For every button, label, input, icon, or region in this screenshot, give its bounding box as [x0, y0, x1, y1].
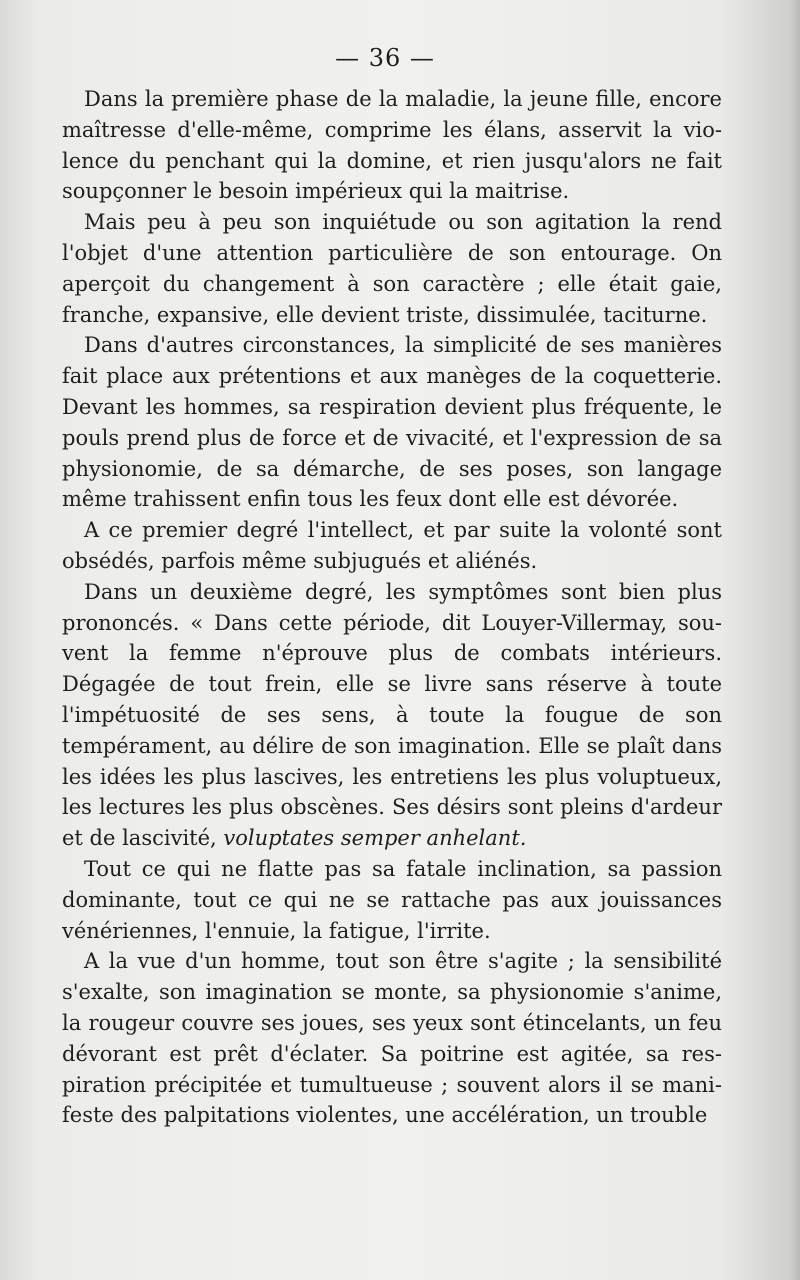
paragraph: A ce premier degré l'intellect, et par suite la volonté sont obsédés, parfois même subjugués et aliénés. [62, 518, 722, 573]
paragraph-with-quote [62, 577, 722, 854]
page-number: — 36 — [335, 44, 435, 72]
paragraph: Dans d'autres circonstances, la simplicité de ses manières fait place aux prétentions et aux manèges de la coquetterie. Devant les hommes, sa respiration devient plus fréquente, le pouls prend plus de force et de vivacité, et l'expression de sa physionomie, de sa démarche, de ses poses, son langage même trahissent enfin tous les feux dont elle est dévorée. [62, 333, 722, 512]
paragraph: Dans la première phase de la maladie, la jeune fille, encore maîtresse d'elle-même, comprime les élans, asservit la violence du penchant qui la domine, et rien jusqu'alors ne fait soupçonner le besoin impérieux qui la maitrise. [62, 87, 722, 204]
paragraph: Mais peu à peu son inquiétude ou son agitation la rend l'objet d'une attention particulière de son entourage. On aperçoit du changement à son caractère ; elle était gaie, franche, expansive, elle devient triste, dissimulée, taciturne. [62, 210, 722, 327]
body-text [62, 84, 722, 1131]
latin-quote: voluptates semper anhelant. [223, 826, 527, 851]
paragraph: Tout ce qui ne flatte pas sa fatale inclination, sa passion dominante, tout ce qui ne se rattache pas aux jouissances vénériennes, l'ennuie, la fatigue, l'irrite. [62, 856, 722, 943]
paragraph: A la vue d'un homme, tout son être s'agite ; la sensibilité s'exalte, son imagination se monte, sa physionomie s'anime, la rougeur couvre ses joues, ses yeux sont étincelants, un feu dévorant est prêt d'éclater. Sa poitrine est agitée, sa respiration précipitée et tumultueuse ; souvent alors il se manifeste des palpitations violentes, une accélération, un trouble [62, 949, 722, 1128]
paragraph-text: Dans un deuxième degré, les symptômes sont bien plus prononcés. « Dans cette période, dit Louyer-Villermay, souvent la femme n'éprouve plus de combats intérieurs. Dégagée de tout frein, elle se livre sans réserve à toute l'impétuosité de ses sens, à toute la fougue de son tempérament, au délire de son imagination. Elle se plaît dans les idées les plus lascives, les entretiens les plus voluptueux, les lectures les plus obscènes. Ses désirs sont pleins d'ardeur et de lascivité, [62, 579, 722, 851]
